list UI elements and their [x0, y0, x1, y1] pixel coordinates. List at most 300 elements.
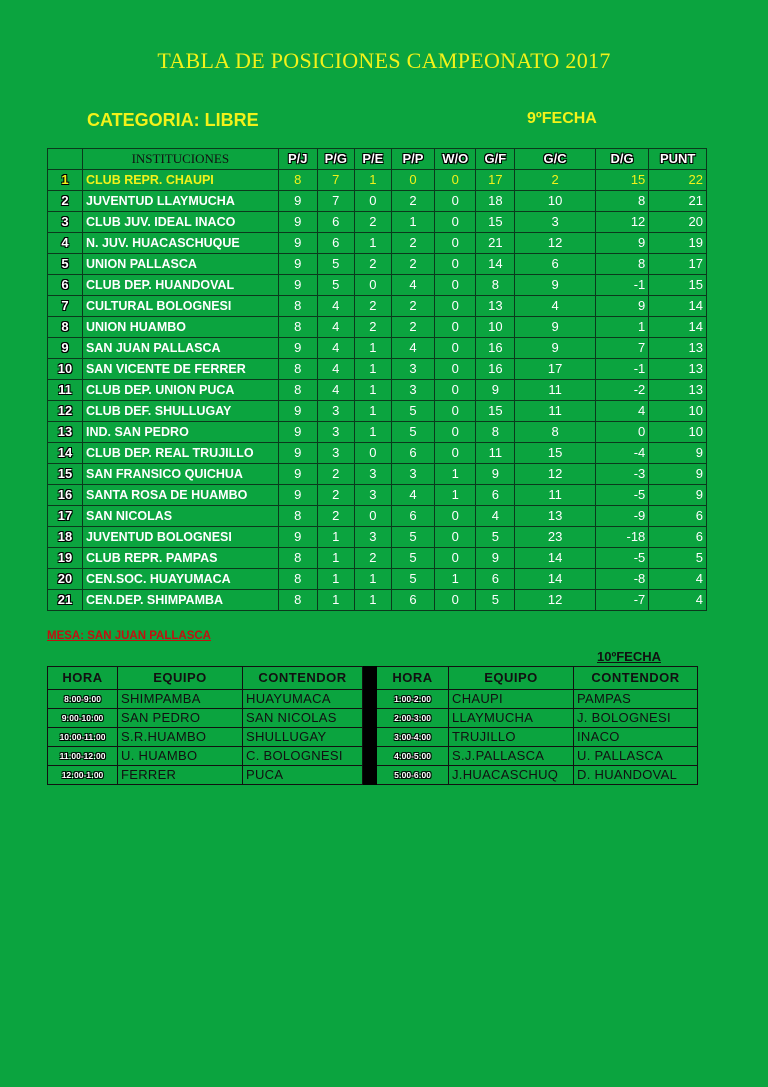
stat-cell-gc: 9	[515, 275, 595, 296]
team-name-cell: CLUB REPR. PAMPAS	[83, 548, 279, 569]
position-cell: 10	[48, 359, 83, 380]
stat-cell-gc: 11	[515, 485, 595, 506]
stat-cell-wo: 0	[435, 506, 476, 527]
stat-cell-pp: 4	[391, 338, 434, 359]
team-cell: SAN PEDRO	[118, 709, 243, 728]
stat-cell-gf: 9	[476, 464, 515, 485]
opponent-cell: SHULLUGAY	[243, 728, 363, 747]
stat-cell-gc: 9	[515, 317, 595, 338]
position-cell: 14	[48, 443, 83, 464]
stat-cell-dg: 8	[595, 254, 649, 275]
stat-cell-pg: 1	[317, 548, 354, 569]
table-row	[48, 170, 707, 191]
stat-cell-pe: 1	[354, 170, 391, 191]
mesa-label: MESA: SAN JUAN PALLASCA	[47, 630, 211, 642]
col-header-instituciones: INSTITUCIONES	[83, 149, 279, 170]
time-cell: 3:00-4:00	[377, 728, 449, 747]
stat-cell-pe: 1	[354, 422, 391, 443]
stat-cell-pe: 2	[354, 296, 391, 317]
stat-cell-wo: 0	[435, 401, 476, 422]
stat-cell-pe: 1	[354, 569, 391, 590]
stat-cell-pg: 3	[317, 443, 354, 464]
stat-cell-pts: 17	[649, 254, 707, 275]
stat-cell-pj: 8	[278, 569, 317, 590]
time-cell: 8:00-9:00	[48, 690, 118, 709]
stat-cell-pj: 9	[278, 464, 317, 485]
stat-cell-gf: 15	[476, 212, 515, 233]
stat-cell-gf: 6	[476, 569, 515, 590]
stat-cell-dg: -8	[595, 569, 649, 590]
position-cell: 13	[48, 422, 83, 443]
stat-cell-pp: 5	[391, 422, 434, 443]
stat-cell-gf: 5	[476, 590, 515, 611]
stat-cell-pp: 4	[391, 275, 434, 296]
position-cell: 11	[48, 380, 83, 401]
stat-cell-pe: 0	[354, 191, 391, 212]
stat-cell-pts: 6	[649, 527, 707, 548]
table-row	[48, 191, 707, 212]
stat-cell-pp: 6	[391, 590, 434, 611]
column-separator	[363, 747, 377, 766]
stat-cell-pe: 1	[354, 359, 391, 380]
stat-cell-pj: 9	[278, 527, 317, 548]
stat-cell-pe: 3	[354, 485, 391, 506]
next-round-label: 10ºFECHA	[597, 649, 661, 664]
stat-cell-dg: -3	[595, 464, 649, 485]
stat-cell-dg: -4	[595, 443, 649, 464]
stat-cell-wo: 0	[435, 254, 476, 275]
opponent-cell: SAN NICOLAS	[243, 709, 363, 728]
team-name-cell: N. JUV. HUACASCHUQUE	[83, 233, 279, 254]
position-cell: 9	[48, 338, 83, 359]
table-row	[48, 548, 707, 569]
stat-cell-pe: 2	[354, 548, 391, 569]
column-separator	[363, 709, 377, 728]
team-name-cell: SAN JUAN PALLASCA	[83, 338, 279, 359]
col-header-gf: G/F	[476, 149, 515, 170]
time-cell: 10:00-11:00	[48, 728, 118, 747]
stat-cell-pj: 8	[278, 359, 317, 380]
team-name-cell: IND. SAN PEDRO	[83, 422, 279, 443]
stat-cell-pg: 1	[317, 527, 354, 548]
stat-cell-gf: 13	[476, 296, 515, 317]
stat-cell-pp: 6	[391, 443, 434, 464]
stat-cell-gc: 3	[515, 212, 595, 233]
stat-cell-pj: 8	[278, 317, 317, 338]
position-cell: 4	[48, 233, 83, 254]
stat-cell-wo: 0	[435, 170, 476, 191]
stat-cell-gc: 14	[515, 569, 595, 590]
stat-cell-pts: 9	[649, 485, 707, 506]
stat-cell-pts: 4	[649, 590, 707, 611]
team-name-cell: UNION HUAMBO	[83, 317, 279, 338]
team-name-cell: CLUB DEP. UNION PUCA	[83, 380, 279, 401]
stat-cell-pj: 9	[278, 212, 317, 233]
stat-cell-pe: 0	[354, 506, 391, 527]
stat-cell-pp: 4	[391, 485, 434, 506]
stat-cell-pe: 0	[354, 443, 391, 464]
team-cell: J.HUACASCHUQ	[449, 766, 574, 785]
table-row	[48, 506, 707, 527]
table-row	[48, 569, 707, 590]
opponent-cell: PUCA	[243, 766, 363, 785]
col-header-contendor-2: CONTENDOR	[574, 667, 698, 690]
stat-cell-wo: 0	[435, 338, 476, 359]
stat-cell-pg: 4	[317, 380, 354, 401]
stat-cell-gc: 17	[515, 359, 595, 380]
stat-cell-wo: 0	[435, 380, 476, 401]
stat-cell-gc: 12	[515, 233, 595, 254]
col-header-equipo-2: EQUIPO	[449, 667, 574, 690]
stat-cell-pts: 6	[649, 506, 707, 527]
stat-cell-dg: -7	[595, 590, 649, 611]
stat-cell-gf: 4	[476, 506, 515, 527]
stat-cell-gf: 17	[476, 170, 515, 191]
stat-cell-pg: 1	[317, 569, 354, 590]
stat-cell-pj: 8	[278, 548, 317, 569]
round-label: 9ºFECHA	[527, 110, 597, 127]
col-header-pe: P/E	[354, 149, 391, 170]
position-cell: 2	[48, 191, 83, 212]
stat-cell-pj: 9	[278, 233, 317, 254]
stat-cell-gc: 15	[515, 443, 595, 464]
team-cell: CHAUPI	[449, 690, 574, 709]
stat-cell-pg: 4	[317, 359, 354, 380]
stat-cell-wo: 0	[435, 212, 476, 233]
stat-cell-pts: 13	[649, 338, 707, 359]
table-row	[48, 254, 707, 275]
stat-cell-gc: 6	[515, 254, 595, 275]
stat-cell-pts: 9	[649, 443, 707, 464]
stat-cell-pp: 5	[391, 401, 434, 422]
stat-cell-wo: 0	[435, 317, 476, 338]
time-cell: 12:00-1:00	[48, 766, 118, 785]
table-row	[48, 690, 698, 709]
stat-cell-pp: 2	[391, 233, 434, 254]
table-row	[48, 317, 707, 338]
stat-cell-gc: 14	[515, 548, 595, 569]
stat-cell-dg: -2	[595, 380, 649, 401]
stat-cell-pe: 1	[354, 233, 391, 254]
stat-cell-wo: 0	[435, 233, 476, 254]
time-cell: 4:00-5:00	[377, 747, 449, 766]
stat-cell-pe: 1	[354, 590, 391, 611]
stat-cell-wo: 0	[435, 443, 476, 464]
team-name-cell: CULTURAL BOLOGNESI	[83, 296, 279, 317]
column-separator	[363, 766, 377, 785]
stat-cell-wo: 1	[435, 464, 476, 485]
stat-cell-gc: 10	[515, 191, 595, 212]
stat-cell-pts: 15	[649, 275, 707, 296]
stat-cell-pts: 9	[649, 464, 707, 485]
stat-cell-dg: 7	[595, 338, 649, 359]
table-row	[48, 380, 707, 401]
stat-cell-wo: 0	[435, 359, 476, 380]
stat-cell-dg: -18	[595, 527, 649, 548]
stat-cell-pe: 2	[354, 212, 391, 233]
team-cell: LLAYMUCHA	[449, 709, 574, 728]
opponent-cell: HUAYUMACA	[243, 690, 363, 709]
stat-cell-gf: 11	[476, 443, 515, 464]
stat-cell-pg: 7	[317, 170, 354, 191]
stat-cell-pj: 9	[278, 485, 317, 506]
position-cell: 20	[48, 569, 83, 590]
col-header-contendor: CONTENDOR	[243, 667, 363, 690]
col-header-equipo: EQUIPO	[118, 667, 243, 690]
stat-cell-pts: 21	[649, 191, 707, 212]
stat-cell-pts: 13	[649, 359, 707, 380]
time-cell: 1:00-2:00	[377, 690, 449, 709]
stat-cell-pj: 8	[278, 590, 317, 611]
stat-cell-gf: 6	[476, 485, 515, 506]
stat-cell-dg: 1	[595, 317, 649, 338]
stat-cell-pp: 2	[391, 296, 434, 317]
stat-cell-dg: 15	[595, 170, 649, 191]
stat-cell-pp: 2	[391, 191, 434, 212]
team-cell: U. HUAMBO	[118, 747, 243, 766]
position-cell: 7	[48, 296, 83, 317]
stat-cell-gc: 8	[515, 422, 595, 443]
col-header-hora: HORA	[48, 667, 118, 690]
team-name-cell: UNION PALLASCA	[83, 254, 279, 275]
column-separator	[363, 728, 377, 747]
position-cell: 8	[48, 317, 83, 338]
stat-cell-pts: 20	[649, 212, 707, 233]
stat-cell-pj: 8	[278, 506, 317, 527]
pos-header	[48, 149, 83, 170]
team-name-cell: SAN VICENTE DE FERRER	[83, 359, 279, 380]
stat-cell-pe: 0	[354, 275, 391, 296]
stat-cell-pp: 1	[391, 212, 434, 233]
team-name-cell: CEN.SOC. HUAYUMACA	[83, 569, 279, 590]
team-cell: FERRER	[118, 766, 243, 785]
schedule-table	[47, 666, 698, 785]
stat-cell-pe: 3	[354, 464, 391, 485]
stat-cell-pj: 9	[278, 338, 317, 359]
team-name-cell: SANTA ROSA DE HUAMBO	[83, 485, 279, 506]
stat-cell-gf: 18	[476, 191, 515, 212]
opponent-cell: C. BOLOGNESI	[243, 747, 363, 766]
position-cell: 21	[48, 590, 83, 611]
stat-cell-pj: 8	[278, 380, 317, 401]
stat-cell-dg: -5	[595, 548, 649, 569]
position-cell: 16	[48, 485, 83, 506]
stat-cell-gf: 21	[476, 233, 515, 254]
stat-cell-pg: 3	[317, 422, 354, 443]
stat-cell-pg: 2	[317, 506, 354, 527]
stat-cell-pj: 8	[278, 170, 317, 191]
stat-cell-pp: 6	[391, 506, 434, 527]
col-header-pj: P/J	[278, 149, 317, 170]
stat-cell-wo: 0	[435, 191, 476, 212]
stat-cell-pg: 4	[317, 338, 354, 359]
opponent-cell: D. HUANDOVAL	[574, 766, 698, 785]
stat-cell-pts: 4	[649, 569, 707, 590]
team-cell: TRUJILLO	[449, 728, 574, 747]
stat-cell-wo: 0	[435, 548, 476, 569]
stat-cell-pts: 19	[649, 233, 707, 254]
table-row	[48, 275, 707, 296]
opponent-cell: U. PALLASCA	[574, 747, 698, 766]
stat-cell-pg: 5	[317, 254, 354, 275]
stat-cell-gc: 13	[515, 506, 595, 527]
column-separator	[363, 690, 377, 709]
stat-cell-pp: 2	[391, 254, 434, 275]
stat-cell-dg: -1	[595, 275, 649, 296]
stat-cell-pg: 7	[317, 191, 354, 212]
stat-cell-pp: 5	[391, 527, 434, 548]
stat-cell-gc: 11	[515, 380, 595, 401]
stat-cell-dg: 9	[595, 233, 649, 254]
stat-cell-gc: 23	[515, 527, 595, 548]
stat-cell-pts: 5	[649, 548, 707, 569]
stat-cell-gf: 5	[476, 527, 515, 548]
stat-cell-gf: 10	[476, 317, 515, 338]
stat-cell-pts: 14	[649, 296, 707, 317]
stat-cell-pg: 1	[317, 590, 354, 611]
team-name-cell: SAN FRANSICO QUICHUA	[83, 464, 279, 485]
table-row	[48, 233, 707, 254]
stat-cell-pj: 8	[278, 296, 317, 317]
table-row	[48, 485, 707, 506]
col-header-dg: D/G	[595, 149, 649, 170]
schedule-header-row	[48, 667, 698, 690]
table-row	[48, 728, 698, 747]
stat-cell-pp: 3	[391, 464, 434, 485]
stat-cell-pts: 10	[649, 422, 707, 443]
team-name-cell: CLUB DEP. HUANDOVAL	[83, 275, 279, 296]
team-name-cell: CEN.DEP. SHIMPAMBA	[83, 590, 279, 611]
stat-cell-wo: 1	[435, 569, 476, 590]
stat-cell-dg: 0	[595, 422, 649, 443]
stat-cell-pe: 2	[354, 254, 391, 275]
stat-cell-pp: 2	[391, 317, 434, 338]
stat-cell-pg: 2	[317, 485, 354, 506]
col-header-gc: G/C	[515, 149, 595, 170]
stat-cell-pg: 6	[317, 233, 354, 254]
standings-table	[47, 148, 707, 611]
col-header-pg: P/G	[317, 149, 354, 170]
stat-cell-pg: 2	[317, 464, 354, 485]
position-cell: 15	[48, 464, 83, 485]
stat-cell-gc: 2	[515, 170, 595, 191]
column-separator	[363, 667, 377, 690]
opponent-cell: J. BOLOGNESI	[574, 709, 698, 728]
stat-cell-pp: 3	[391, 359, 434, 380]
team-name-cell: CLUB JUV. IDEAL INACO	[83, 212, 279, 233]
time-cell: 9:00-10:00	[48, 709, 118, 728]
col-header-hora-2: HORA	[377, 667, 449, 690]
stat-cell-pp: 0	[391, 170, 434, 191]
stat-cell-pg: 4	[317, 317, 354, 338]
table-row	[48, 296, 707, 317]
stat-cell-pg: 3	[317, 401, 354, 422]
table-row	[48, 747, 698, 766]
stat-cell-pg: 5	[317, 275, 354, 296]
stat-cell-pj: 9	[278, 254, 317, 275]
stat-cell-wo: 1	[435, 485, 476, 506]
table-row	[48, 422, 707, 443]
stat-cell-pe: 3	[354, 527, 391, 548]
stat-cell-gf: 8	[476, 422, 515, 443]
stat-cell-wo: 0	[435, 527, 476, 548]
stat-cell-dg: 4	[595, 401, 649, 422]
stat-cell-pts: 13	[649, 380, 707, 401]
stat-cell-pj: 9	[278, 401, 317, 422]
team-name-cell: CLUB REPR. CHAUPI	[83, 170, 279, 191]
table-row	[48, 443, 707, 464]
team-cell: S.J.PALLASCA	[449, 747, 574, 766]
stat-cell-dg: -9	[595, 506, 649, 527]
stat-cell-pj: 9	[278, 191, 317, 212]
position-cell: 5	[48, 254, 83, 275]
team-name-cell: CLUB DEF. SHULLUGAY	[83, 401, 279, 422]
time-cell: 11:00-12:00	[48, 747, 118, 766]
table-row	[48, 212, 707, 233]
stat-cell-gf: 9	[476, 548, 515, 569]
stat-cell-pe: 1	[354, 338, 391, 359]
position-cell: 19	[48, 548, 83, 569]
stat-cell-dg: 8	[595, 191, 649, 212]
opponent-cell: INACO	[574, 728, 698, 747]
position-cell: 12	[48, 401, 83, 422]
stat-cell-pj: 9	[278, 275, 317, 296]
table-row	[48, 401, 707, 422]
col-header-pp: P/P	[391, 149, 434, 170]
table-row	[48, 359, 707, 380]
stat-cell-pts: 22	[649, 170, 707, 191]
table-row	[48, 709, 698, 728]
stat-cell-gf: 14	[476, 254, 515, 275]
stat-cell-dg: 9	[595, 296, 649, 317]
team-name-cell: JUVENTUD BOLOGNESI	[83, 527, 279, 548]
stat-cell-dg: -5	[595, 485, 649, 506]
stat-cell-wo: 0	[435, 296, 476, 317]
time-cell: 5:00-6:00	[377, 766, 449, 785]
team-cell: SHIMPAMBA	[118, 690, 243, 709]
position-cell: 1	[48, 170, 83, 191]
stat-cell-pe: 1	[354, 401, 391, 422]
col-header-punt: PUNT	[649, 149, 707, 170]
stat-cell-pp: 5	[391, 569, 434, 590]
stat-cell-gf: 9	[476, 380, 515, 401]
team-name-cell: CLUB DEP. REAL TRUJILLO	[83, 443, 279, 464]
stat-cell-pp: 3	[391, 380, 434, 401]
table-row	[48, 766, 698, 785]
stat-cell-pts: 10	[649, 401, 707, 422]
position-cell: 3	[48, 212, 83, 233]
team-name-cell: SAN NICOLAS	[83, 506, 279, 527]
stat-cell-dg: -1	[595, 359, 649, 380]
stat-cell-gf: 8	[476, 275, 515, 296]
stat-cell-gc: 12	[515, 590, 595, 611]
table-row	[48, 527, 707, 548]
stat-cell-gf: 15	[476, 401, 515, 422]
stat-cell-wo: 0	[435, 590, 476, 611]
stat-cell-gc: 4	[515, 296, 595, 317]
col-header-wo: W/O	[435, 149, 476, 170]
standings-header-row	[48, 149, 707, 170]
page-title: TABLA DE POSICIONES CAMPEONATO 2017	[157, 48, 611, 73]
stat-cell-pe: 2	[354, 317, 391, 338]
table-row	[48, 464, 707, 485]
stat-cell-gf: 16	[476, 338, 515, 359]
table-row	[48, 338, 707, 359]
stat-cell-pj: 9	[278, 422, 317, 443]
stat-cell-pj: 9	[278, 443, 317, 464]
stat-cell-gc: 9	[515, 338, 595, 359]
stat-cell-pg: 6	[317, 212, 354, 233]
